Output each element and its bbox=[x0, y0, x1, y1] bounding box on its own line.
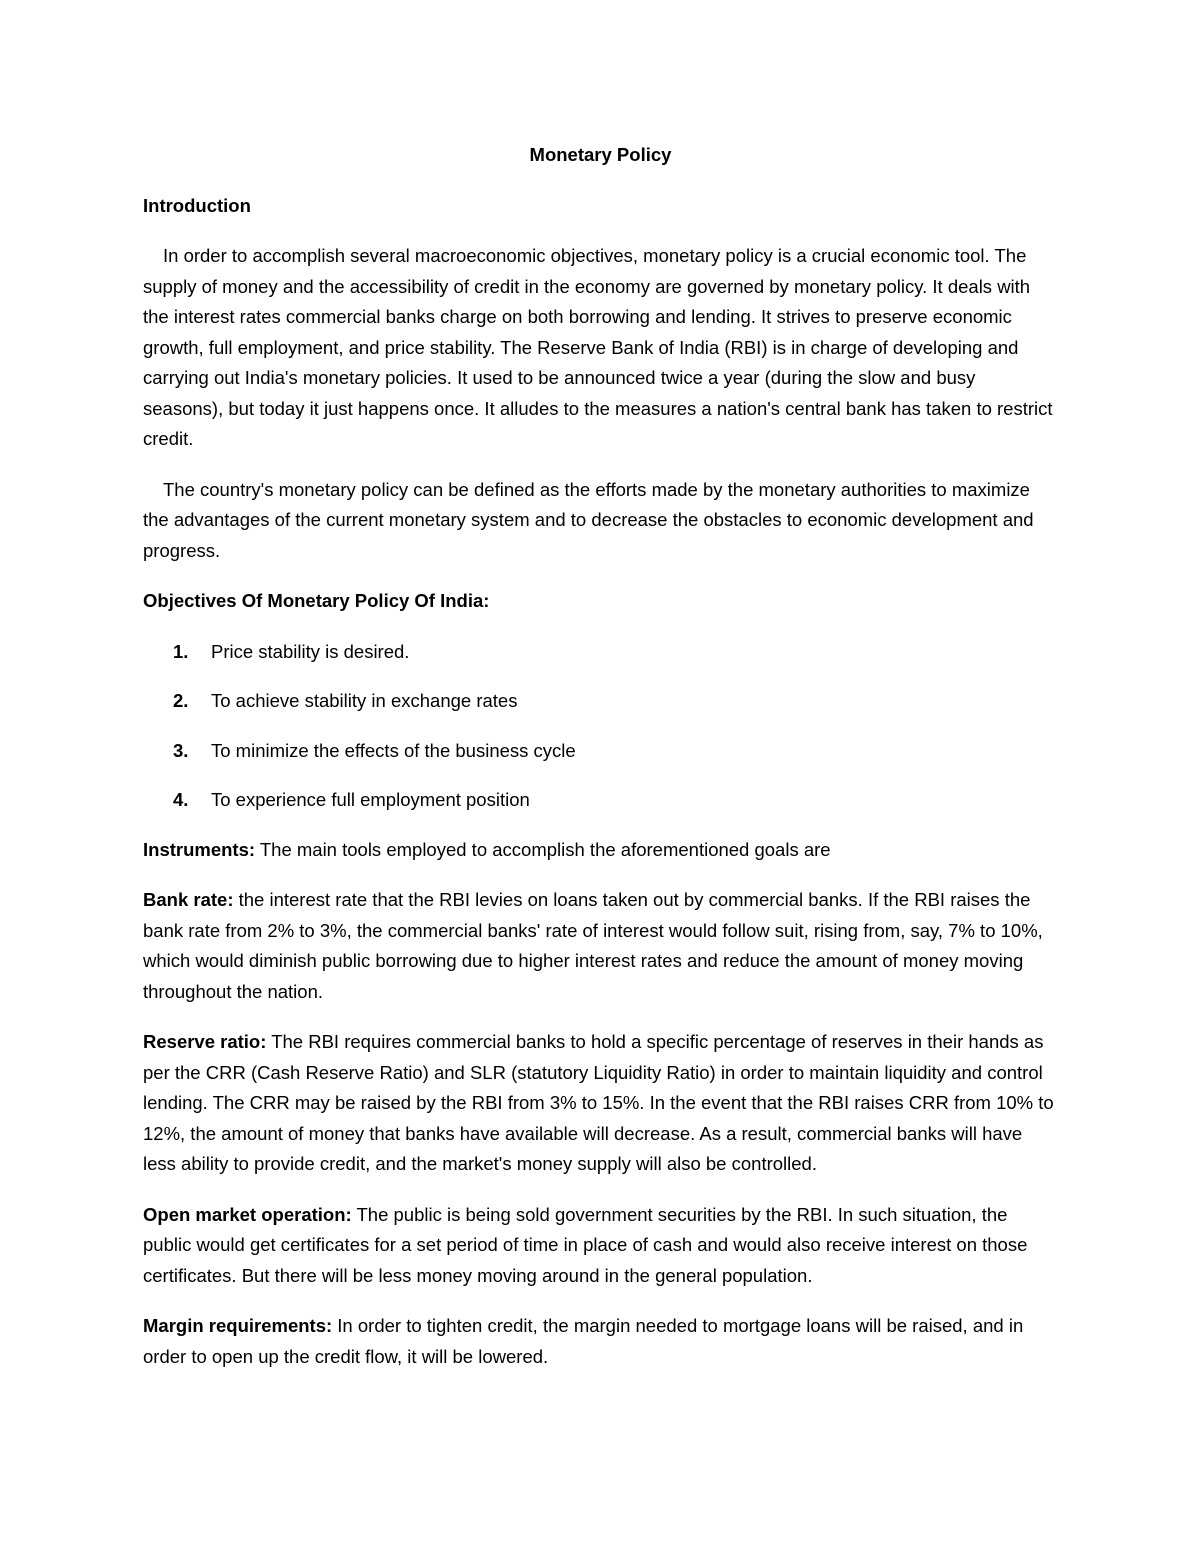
list-item bbox=[143, 637, 1058, 668]
objectives-list bbox=[143, 637, 1058, 816]
introduction-heading: Introduction bbox=[143, 194, 251, 216]
list-item-text: Price stability is desired. bbox=[211, 640, 410, 662]
margin-paragraph bbox=[143, 1311, 1058, 1372]
open-market-text: The public is being sold government securities by the RBI. In such situation, the public would get certificates for a set period of time in place of cash and would also receive interest on those certificates. But there will be less money moving around in the general population. bbox=[143, 1203, 1028, 1286]
list-item bbox=[143, 785, 1058, 816]
reserve-ratio-paragraph bbox=[143, 1027, 1058, 1180]
list-item-text: To achieve stability in exchange rates bbox=[211, 690, 518, 711]
reserve-ratio-term: Reserve ratio: bbox=[143, 1031, 267, 1052]
list-item-number: 2. bbox=[173, 690, 189, 711]
instruments-term: Instruments: bbox=[143, 838, 256, 860]
list-item-number: 3. bbox=[173, 739, 189, 761]
introduction-paragraph-1: In order to accomplish several macroeconomic objectives, monetary policy is a crucial economic tool. The supply of money and the accessibility of credit in the economy are governed by monetary policy. It deals with the interest rates commercial banks charge on both borrowing and lending. It strives to preserve economic growth, full employment, and price stability. The Reserve Bank of India (RBI) is in charge of developing and carrying out India's monetary policies. It used to be announced twice a year (during the slow and busy seasons), but today it just happens once. It alludes to the measures a nation's central bank has taken to restrict credit. bbox=[143, 245, 1053, 449]
bank-rate-term: Bank rate: bbox=[143, 889, 234, 910]
bank-rate-paragraph bbox=[143, 885, 1058, 1007]
list-item-number: 1. bbox=[173, 640, 189, 662]
bank-rate-text: the interest rate that the RBI levies on loans taken out by commercial banks. If the RBI raises the bank rate from 2% to 3%, the commercial banks' rate of interest would follow suit, rising from, say, 7% to 10%, which would diminish public borrowing due to higher interest rates and reduce the amount of money moving throughout the nation. bbox=[143, 889, 1043, 1002]
margin-text: In order to tighten credit, the margin needed to mortgage loans will be raised, and in order to open up the credit flow, it will be lowered. bbox=[143, 1315, 1024, 1367]
instruments-paragraph bbox=[143, 835, 1058, 866]
reserve-ratio-text: The RBI requires commercial banks to hold a specific percentage of reserves in their hands as per the CRR (Cash Reserve Ratio) and SLR (statutory Liquidity Ratio) in order to maintain liquidity and control lending. The CRR may be raised by the RBI from 3% to 15%. In the event that the RBI raises CRR from 10% to 12%, the amount of money that banks have available will decrease. As a result, commercial banks will have less ability to provide credit, and the market's money supply will also be controlled. bbox=[143, 1031, 1054, 1174]
instruments-text: The main tools employed to accomplish the aforementioned goals are bbox=[255, 838, 831, 860]
list-item-text: To experience full employment position bbox=[211, 789, 530, 810]
objectives-heading: Objectives Of Monetary Policy Of India: bbox=[143, 590, 490, 611]
list-item-text: To minimize the effects of the business cycle bbox=[211, 739, 576, 761]
open-market-paragraph bbox=[143, 1200, 1058, 1292]
margin-term: Margin requirements: bbox=[143, 1315, 333, 1336]
introduction-paragraph-2: The country's monetary policy can be defined as the efforts made by the monetary authorities to maximize the advantages of the current monetary system and to decrease the obstacles to economic development and progress. bbox=[143, 478, 1034, 561]
open-market-term: Open market operation: bbox=[143, 1203, 352, 1225]
list-item bbox=[143, 736, 1058, 767]
list-item-number: 4. bbox=[173, 789, 189, 810]
list-item bbox=[143, 686, 1058, 717]
document-body bbox=[143, 140, 1058, 1392]
document-title: Monetary Policy bbox=[529, 144, 672, 165]
